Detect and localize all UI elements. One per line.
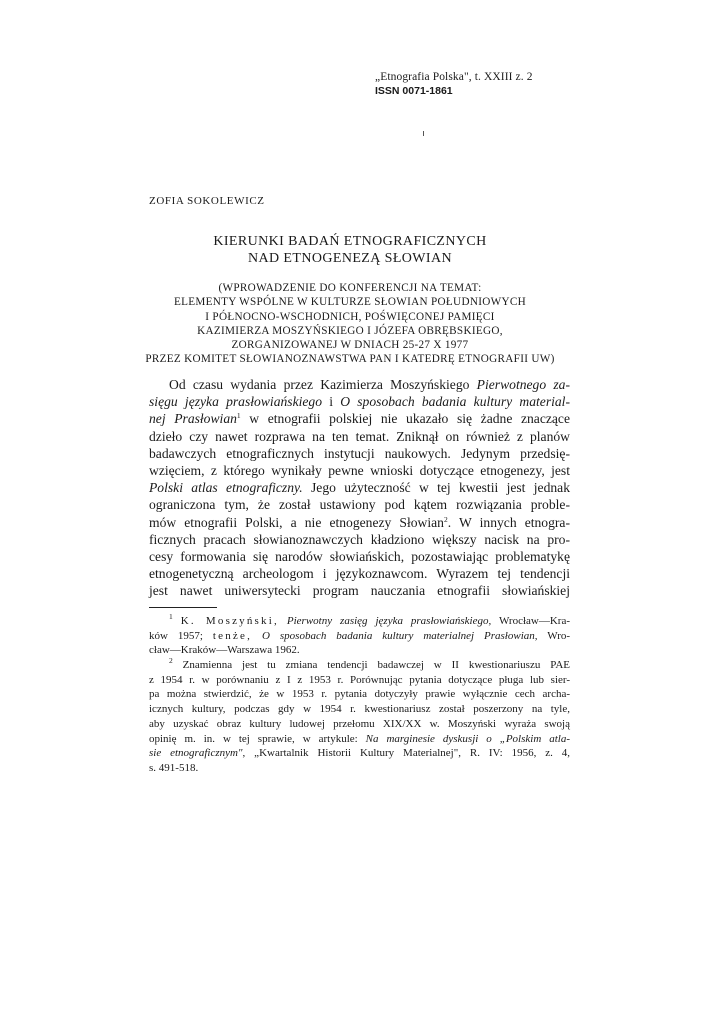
text-run: Jego użyteczność w tej kwestii jest jednak — [302, 480, 570, 496]
footnote-line — [149, 629, 570, 644]
body-paragraph — [149, 376, 570, 599]
text-run: opinię m. in. w tej sprawie, w artykule: — [149, 732, 366, 745]
journal-header — [375, 70, 590, 98]
text-run: Wro- — [537, 629, 571, 642]
footnotes — [149, 614, 570, 776]
subtitle-line: KAZIMIERZA MOSZYŃSKIEGO I JÓZEFA OBRĘBSKIEGO, — [197, 324, 503, 337]
footnote-line: icznych kultury, podczas gdy w 1954 r. kwestionariusz został poszerzony na tyle, — [149, 703, 570, 716]
text-run: Od czasu wydania przez Kazimierza Moszyńskiego — [169, 377, 477, 392]
article-title — [130, 233, 570, 267]
title-line: NAD ETNOGENEZĄ SŁOWIAN — [248, 251, 452, 266]
subtitle-line: ELEMENTY WSPÓLNE W KULTURZE SŁOWIAN POŁUDNIOWYCH — [174, 296, 526, 309]
book-title: Pierwotnego za- — [476, 377, 570, 392]
footnote-ref[interactable]: 2 — [443, 514, 448, 524]
body-line: ograniczona tym, że został ustawiony pod kątem rozwiązania proble- — [149, 497, 570, 513]
footnote-line — [149, 614, 570, 629]
issn-number: ISSN 0071-1861 — [375, 85, 453, 97]
book-title: Polski atlas etnograficzny. — [149, 480, 303, 496]
footnote-line: z 1954 r. w porównaniu z I z 1953 r. Porównując pytania dotyczące pługa lub sier- — [149, 673, 570, 686]
footnote-line: s. 491-518. — [149, 761, 199, 774]
footnote-line — [149, 746, 570, 761]
body-line: jest nawet uniwersytecki program nauczania etnografii słowiańskiej — [149, 583, 570, 599]
cited-author: K. Moszyński, — [180, 615, 279, 627]
article-subtitle — [130, 281, 570, 367]
body-line — [149, 514, 570, 531]
body-line: dzieło czy nawet rozprawa na ten temat. Zniknął on również z planów — [149, 428, 570, 444]
body-line — [149, 410, 570, 427]
text-run: Wrocław—Kra- — [491, 615, 571, 627]
text-run: , „Kwartalnik Historii Kultury Materialnej", R. IV: 1956, z. 4, — [242, 747, 570, 760]
cited-title: Pierwotny zasięg języka prasłowiańskiego, — [286, 615, 492, 627]
footnote-line: pa można stwierdzić, że w 1953 r. pytania dotyczyły prawie wyłącznie cech archa- — [149, 688, 570, 701]
subtitle-line: ZORGANIZOWANEJ W DNIACH 25-27 X 1977 — [231, 339, 469, 352]
body-line — [149, 479, 570, 496]
footnote-line — [149, 658, 570, 673]
book-title: nej Prasłowian — [149, 411, 237, 427]
footnote-line: aby uzyskać obraz kultury ludowej przełomu XIX/XX w. Moszyński wyraża swoją — [149, 717, 570, 730]
body-line — [149, 376, 570, 393]
body-line — [149, 393, 570, 410]
subtitle-line: PRZEZ KOMITET SŁOWIANOZNAWSTWA PAN I KATEDRĘ ETNOGRAFII UW) — [145, 353, 555, 366]
footnote-marker: 1 — [169, 612, 173, 621]
cited-title: Na marginesie dyskusji o „Polskim atla- — [365, 732, 570, 745]
footnote-marker: 2 — [169, 656, 173, 666]
footnote-divider — [149, 607, 217, 608]
author-name: ZOFIA SOKOLEWICZ — [149, 195, 265, 207]
body-line: etnogenetyczną archeologom i językoznawcom. Wyrazem tej tendencji — [149, 566, 570, 582]
book-title: sięgu języka prasłowiańskiego — [149, 394, 323, 410]
footnote-line: cław—Kraków—Warszawa 1962. — [149, 644, 300, 657]
book-title: O sposobach badania kultury material- — [340, 394, 570, 410]
text-run: Znamienna jest tu zmiana tendencji badawczej w II kwestionariuszu PAE — [172, 659, 570, 672]
cited-author: tenże, — [212, 629, 253, 642]
journal-citation: „Etnografia Polska", t. XXIII z. 2 — [375, 71, 533, 83]
body-line: wzięciem, z którego wynikały pewne wnioski dotyczące etnogenezy, jest — [149, 462, 570, 478]
body-line: badawczych etnograficznych instytucji naukowych. Jedynym przedsię- — [149, 445, 570, 461]
body-line: cesy formowania się narodów słowiańskich, pozostawiając problematykę — [149, 548, 570, 564]
cited-title: sie etnograficznym" — [149, 747, 243, 760]
subtitle-line: I PÓŁNOCNO-WSCHODNICH, POŚWIĘCONEJ PAMIĘCI — [205, 310, 495, 323]
title-line: KIERUNKI BADAŃ ETNOGRAFICZNYCH — [213, 234, 487, 249]
footnote-line — [149, 732, 570, 747]
subtitle-line: (WPROWADZENIE DO KONFERENCJI NA TEMAT: — [218, 282, 482, 294]
text-run: ków 1957; — [149, 629, 213, 642]
text-run: w etnografii polskiej nie ukazało się żadne znaczące — [240, 411, 571, 427]
text-run: . W innych etnogra- — [447, 514, 570, 530]
text-run: i — [322, 394, 341, 410]
footnote-ref[interactable]: 1 — [236, 411, 241, 421]
body-line: ficznych pracach słowianoznawczych kładziono większy nacisk na pro- — [149, 531, 570, 547]
text-run: mów etnografii Polski, a nie etnogenezy Słowian — [149, 514, 444, 530]
cited-title: O sposobach badania kultury materialnej Prasłowian, — [262, 629, 538, 642]
scan-mark — [423, 131, 424, 136]
